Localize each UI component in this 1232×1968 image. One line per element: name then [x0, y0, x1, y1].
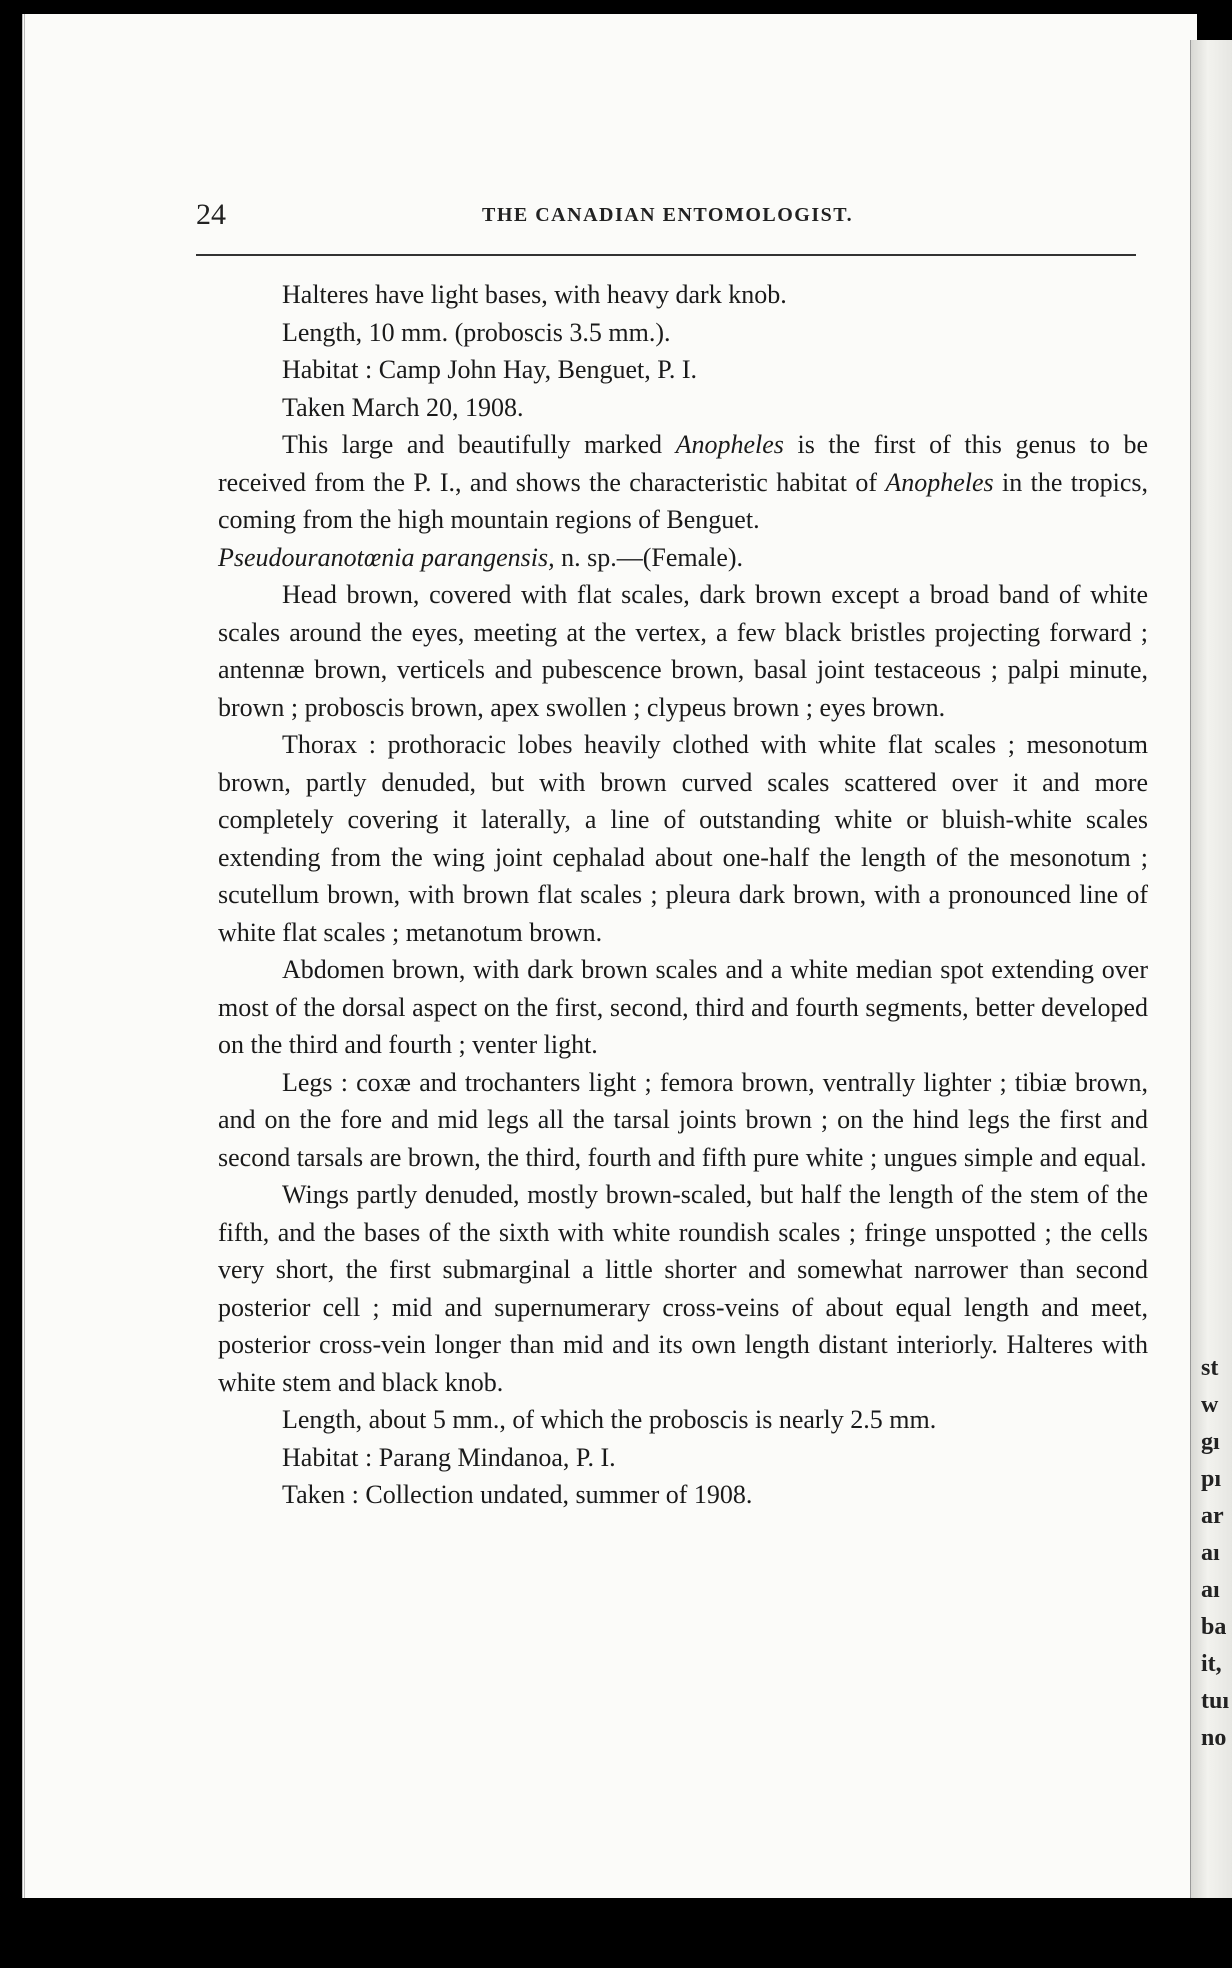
paragraph-legs: Legs : coxæ and trochanters light ; femora brown, ventrally lighter ; tibiæ brown, and on the fore and mid legs all the tarsal joints brown ; on the hind legs the first and second tarsals are brown, the third, fourth and fifth pure white ; ungues simple and equal. — [218, 1067, 1148, 1172]
header-rule — [196, 254, 1136, 256]
paragraph-halteres: Halteres have light bases, with heavy dark knob. — [282, 280, 787, 309]
text-run: in the tropics, coming from the high mountain regions of Benguet. — [218, 467, 1148, 534]
genus-name: Anopheles — [885, 467, 994, 497]
paragraph-taken: Taken March 20, 1908. — [282, 392, 524, 422]
paragraph-thorax: Thorax : prothoracic lobes heavily clothed with white flat scales ; mesonotum brown, partly denuded, but with brown curved scales scattered over it and more completely covering it laterally, a line of outstanding white or bluish-white scales extending from the wing joint cephalad about one-half the length of the mesonotum ; scutellum brown, with brown flat scales ; pleura dark brown, with a pronounced line of white flat scales ; metanotum brown. — [218, 730, 1148, 947]
paragraph-wings: Wings partly denuded, mostly brown-scaled, but half the length of the stem of the fifth, and the bases of the sixth with white roundish scales ; fringe unspotted ; the cells very short, the first submarginal a little shorter and somewhat narrower than second posterior cell ; mid and supernumerary cross-veins of about equal length and meet, posterior cross-vein longer than mid and its own length distant interiorly. Halteres with white stem and black knob. — [218, 1180, 1148, 1397]
page-number: 24 — [196, 198, 226, 231]
paragraph-abdomen: Abdomen brown, with dark brown scales and a white median spot extending over most of the dorsal aspect on the first, second, third and fourth segments, better developed on the third and fourth ; venter light. — [218, 955, 1148, 1059]
paragraph-habitat-2: Habitat : Parang Mindanoa, P. I. — [282, 1442, 616, 1472]
article-body — [218, 276, 1148, 1514]
paragraph-habitat: Habitat : Camp John Hay, Benguet, P. I. — [282, 355, 697, 384]
paragraph-head: Head brown, covered with flat scales, dark brown except a broad band of white scales around the eyes, meeting at the vertex, a few black bristles projecting forward ; antennæ brown, verticels and pubescence brown, basal joint testaceous ; palpi minute, brown ; proboscis brown, apex swollen ; clypeus brown ; eyes brown. — [218, 580, 1148, 722]
scan-bottom-border — [0, 1898, 1232, 1968]
text-run: This large and beautifully marked — [282, 430, 676, 459]
paragraph-length-2: Length, about 5 mm., of which the proboscis is nearly 2.5 mm. — [282, 1405, 937, 1434]
running-title: THE CANADIAN ENTOMOLOGIST. — [482, 204, 854, 226]
next-page-text-fragment: st w gı pı ar aı aı ba it, tuı no — [1201, 1355, 1230, 1751]
page-header — [196, 198, 1136, 238]
next-page-edge — [1190, 40, 1232, 1900]
species-designation: n. sp.—(Female). — [554, 542, 744, 572]
text-run: is the first of this genus to be received from the P. I., and shows the characteristic habitat of — [218, 430, 1148, 497]
paragraph-taken-2: Taken : Collection undated, summer of 1908. — [282, 1480, 753, 1509]
genus-name: Anopheles — [675, 430, 784, 459]
paragraph-length: Length, 10 mm. (proboscis 3.5 mm.). — [282, 317, 671, 347]
species-heading — [218, 539, 1148, 577]
paragraph-anopheles-remark — [218, 426, 1148, 539]
species-name: Pseudouranotœnia parangensis, — [218, 542, 555, 572]
